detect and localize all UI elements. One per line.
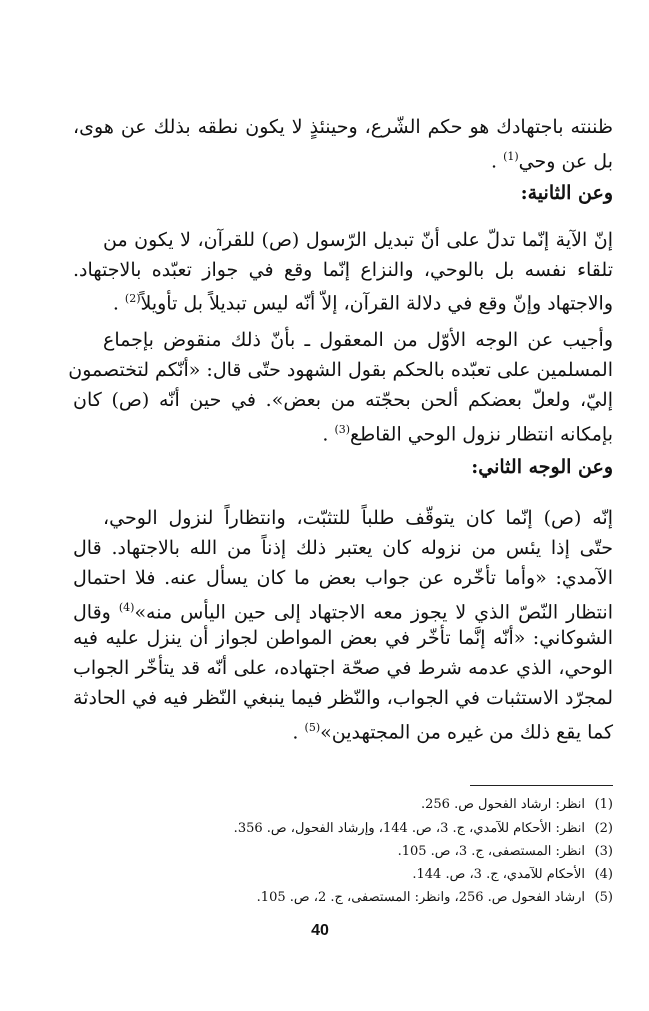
- text-span: بإمكانه انتظار نزول الوحي القاطع: [350, 423, 613, 446]
- period: .: [292, 721, 299, 744]
- footnote-ref: (4): [118, 601, 135, 614]
- text-line: المسلمين على تعبّده بالحكم بقول الشهود حتّى قال: «أنّكم لتختصمون: [68, 359, 613, 381]
- section-heading: وعن الوجه الثاني:: [471, 456, 613, 478]
- footnote-ref: (1): [503, 150, 519, 163]
- footnote-number: (2): [594, 821, 613, 836]
- text-line: [73, 595, 613, 625]
- text-line: الشوكاني: «أنّه إنَّما تأخّر في بعض المواطن لجواز أن ينزل عليه فيه: [73, 627, 613, 649]
- footnote: [73, 889, 613, 907]
- footnote: [73, 866, 613, 884]
- period: .: [322, 423, 329, 446]
- footnote-ref: (2): [124, 292, 141, 305]
- footnote-number: (1): [594, 797, 613, 812]
- footnote-text: انظر: ارشاد الفحول ص. 256.: [420, 797, 585, 812]
- text-span: وقال: [73, 601, 111, 624]
- footnote: [73, 796, 613, 814]
- text-line: إنّه (ص) إنّما كان يتوقّف طلباً للتثبّت، وانتظاراً لنزول الوحي،: [103, 507, 613, 529]
- text-line: الآمدي: «وأما تأخّره عن جواب بعض ما كان يسأل عنه. فلا احتمال: [73, 567, 613, 589]
- section-heading: وعن الثانية:: [520, 182, 613, 204]
- footnote-text: ارشاد الفحول ص. 256، وانظر: المستصفى، ج. 2، ص. 105.: [256, 890, 585, 905]
- period: .: [490, 150, 498, 173]
- text-line: إنّ الآية إنّما تدلّ على أنّ تبديل الرّسول (ص) للقرآن، لا يكون من: [103, 229, 613, 251]
- footnote-ref: (3): [334, 423, 351, 436]
- text-line: [73, 144, 613, 174]
- text-line: حتّى إذا يئس من نزوله كان يعتبر ذلك إذناً من الله بالاجتهاد. قال: [73, 537, 613, 559]
- footnote: [73, 843, 613, 861]
- text-line: إليّ، ولعلّ بعضكم ألحن بحجّته من بعض». في حين أنّه (ص) كان: [73, 389, 613, 411]
- footnote-text: انظر: الأحكام للآمدي، ج. 3، ص. 144، وإرشاد الفحول، ص. 356.: [233, 821, 585, 836]
- footnote-text: الأحكام للآمدي، ج. 3، ص. 144.: [412, 867, 585, 882]
- footnote-divider: [470, 785, 613, 786]
- text-span: كما يقع ذلك من غيره من المجتهدين»: [320, 721, 613, 744]
- text-line: الوحي، الذي عدمه شرط في صحّة اجتهاده، على أنّه قد يتأخّر الجواب: [73, 657, 613, 679]
- text-span: بل عن وحي: [518, 150, 613, 173]
- text-span: والاجتهاد وإنّ وقع في دلالة القرآن، إلاّ أنّه ليس تبديلاً بل تأويلاً: [140, 292, 613, 315]
- footnote-text: انظر: المستصفى، ج. 3، ص. 105.: [397, 844, 585, 859]
- text-line: [73, 715, 613, 745]
- footnote-ref: (5): [304, 721, 321, 734]
- footnote-number: (5): [594, 890, 613, 905]
- text-line: لمجرّد الاستثبات في الجواب، والنّظر فيما ينبغي النّظر فيه في الحادثة: [73, 687, 613, 709]
- text-line: ظننته باجتهادك هو حكم الشّرع، وحينئذٍ لا يكون نطقه بذلك عن هوى،: [73, 116, 613, 138]
- footnote-number: (3): [594, 844, 613, 859]
- text-line: تلقاء نفسه بل بالوحي، والنزاع إنّما وقع في جواز تعبّده بالاجتهاد.: [73, 259, 613, 281]
- period: .: [112, 292, 119, 315]
- text-line: وأجيب عن الوجه الأوّل من المعقول ـ بأنّ ذلك منقوض بإجماع: [103, 329, 613, 351]
- text-line: [73, 417, 613, 447]
- footnote: [73, 820, 613, 838]
- text-span: انتظار النّصّ الذي لا يجوز معه الاجتهاد إلى حين اليأس منه»: [134, 601, 613, 624]
- page-number: 40: [311, 922, 329, 939]
- text-line: [73, 286, 613, 316]
- footnote-number: (4): [594, 867, 613, 882]
